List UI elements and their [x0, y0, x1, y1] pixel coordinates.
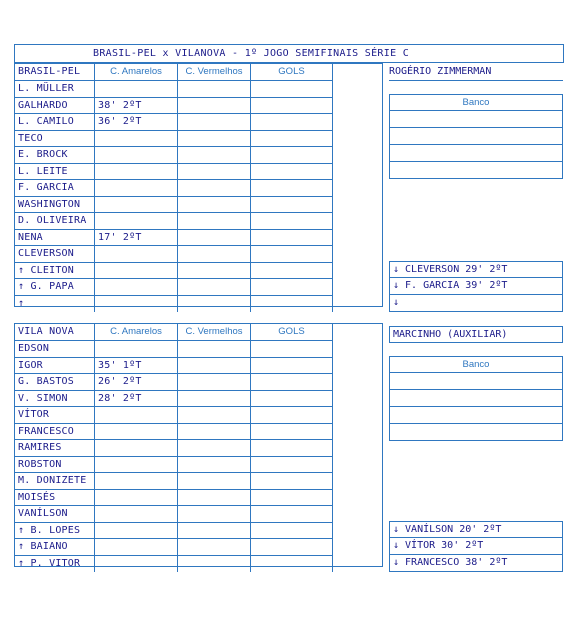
red-card-cell: [178, 279, 251, 296]
team1-coach: ROGÉRIO ZIMMERMAN: [389, 64, 563, 81]
yellow-card-cell: [95, 341, 178, 358]
yellow-card-cell: 28' 2ºT: [95, 391, 178, 408]
yellow-card-cell: [95, 523, 178, 540]
team1-table: [14, 63, 383, 307]
team1-substitution: ↓ F. GARCIA 39' 2ºT: [389, 278, 563, 295]
yellow-card-cell: [95, 213, 178, 230]
red-card-cell: [178, 457, 251, 474]
goals-cell: [251, 246, 333, 263]
goals-cell: [251, 197, 333, 214]
yellow-card-cell: [95, 197, 178, 214]
yellow-card-cell: [95, 457, 178, 474]
team1-bench-label: Banco: [389, 94, 563, 111]
player-name: RAMIRES: [15, 440, 95, 457]
player-name: VANÍLSON: [15, 506, 95, 523]
player-name: M. DONIZETE: [15, 473, 95, 490]
team1-bench-row: [389, 111, 563, 128]
team1-bench-row: [389, 128, 563, 145]
yellow-card-cell: 36' 2ºT: [95, 114, 178, 131]
goals-cell: [251, 164, 333, 181]
goals-cell: [251, 263, 333, 280]
team2-header-goals: GOLS: [251, 324, 333, 341]
yellow-card-cell: [95, 296, 178, 313]
goals-cell: [251, 358, 333, 375]
goals-cell: [251, 230, 333, 247]
red-card-cell: [178, 114, 251, 131]
red-card-cell: [178, 246, 251, 263]
red-card-cell: [178, 81, 251, 98]
red-card-cell: [178, 147, 251, 164]
red-card-cell: [178, 473, 251, 490]
red-card-cell: [178, 296, 251, 313]
goals-cell: [251, 279, 333, 296]
goals-cell: [251, 81, 333, 98]
yellow-card-cell: [95, 556, 178, 573]
player-name: NENA: [15, 230, 95, 247]
goals-cell: [251, 539, 333, 556]
team2-bench-row: [389, 407, 563, 424]
team1-substitution: ↓: [389, 295, 563, 312]
player-name: VÍTOR: [15, 407, 95, 424]
player-name: FRANCESCO: [15, 424, 95, 441]
yellow-card-cell: [95, 180, 178, 197]
team1-bench-row: [389, 162, 563, 179]
team2-bench-row: [389, 390, 563, 407]
red-card-cell: [178, 341, 251, 358]
red-card-cell: [178, 230, 251, 247]
player-name: ↑: [15, 296, 95, 313]
red-card-cell: [178, 180, 251, 197]
yellow-card-cell: [95, 263, 178, 280]
team1-header-yellow: C. Amarelos: [95, 64, 178, 81]
yellow-card-cell: [95, 147, 178, 164]
red-card-cell: [178, 131, 251, 148]
team2-table: [14, 323, 383, 567]
red-card-cell: [178, 197, 251, 214]
player-name: IGOR: [15, 358, 95, 375]
yellow-card-cell: [95, 490, 178, 507]
yellow-card-cell: [95, 131, 178, 148]
goals-cell: [251, 407, 333, 424]
player-name: GALHARDO: [15, 98, 95, 115]
yellow-card-cell: 17' 2ºT: [95, 230, 178, 247]
red-card-cell: [178, 506, 251, 523]
goals-cell: [251, 296, 333, 313]
player-name: E. BROCK: [15, 147, 95, 164]
player-name: ↑ BAIANO: [15, 539, 95, 556]
team2-bench-row: [389, 373, 563, 390]
team2-substitution: ↓ FRANCESCO 38' 2ºT: [389, 555, 563, 572]
yellow-card-cell: [95, 164, 178, 181]
yellow-card-cell: [95, 407, 178, 424]
red-card-cell: [178, 556, 251, 573]
goals-cell: [251, 391, 333, 408]
yellow-card-cell: [95, 246, 178, 263]
player-name: ↑ CLEITON: [15, 263, 95, 280]
team1-header-goals: GOLS: [251, 64, 333, 81]
yellow-card-cell: [95, 81, 178, 98]
yellow-card-cell: [95, 473, 178, 490]
yellow-card-cell: [95, 440, 178, 457]
red-card-cell: [178, 374, 251, 391]
team1-bench-row: [389, 145, 563, 162]
team2-substitution: ↓ VÍTOR 30' 2ºT: [389, 538, 563, 555]
goals-cell: [251, 424, 333, 441]
goals-cell: [251, 213, 333, 230]
player-name: D. OLIVEIRA: [15, 213, 95, 230]
team2-bench-row: [389, 424, 563, 441]
player-name: ROBSTON: [15, 457, 95, 474]
goals-cell: [251, 556, 333, 573]
yellow-card-cell: 26' 2ºT: [95, 374, 178, 391]
team1-header-team: BRASIL-PEL: [15, 64, 95, 81]
goals-cell: [251, 98, 333, 115]
team2-header-red: C. Vermelhos: [178, 324, 251, 341]
red-card-cell: [178, 424, 251, 441]
player-name: L. MÜLLER: [15, 81, 95, 98]
player-name: ↑ P. VITOR: [15, 556, 95, 573]
red-card-cell: [178, 164, 251, 181]
red-card-cell: [178, 490, 251, 507]
match-title: BRASIL-PEL x VILANOVA - 1º JOGO SEMIFINAIS SÉRIE C: [14, 44, 564, 63]
goals-cell: [251, 523, 333, 540]
goals-cell: [251, 147, 333, 164]
team1-header-red: C. Vermelhos: [178, 64, 251, 81]
player-name: TECO: [15, 131, 95, 148]
goals-cell: [251, 440, 333, 457]
red-card-cell: [178, 98, 251, 115]
player-name: CLEVERSON: [15, 246, 95, 263]
player-name: ↑ G. PAPA: [15, 279, 95, 296]
player-name: G. BASTOS: [15, 374, 95, 391]
team1-substitution: ↓ CLEVERSON 29' 2ºT: [389, 261, 563, 278]
team2-substitution: ↓ VANÍLSON 20' 2ºT: [389, 521, 563, 538]
goals-cell: [251, 490, 333, 507]
yellow-card-cell: [95, 424, 178, 441]
team2-bench-label: Banco: [389, 356, 563, 373]
yellow-card-cell: [95, 539, 178, 556]
red-card-cell: [178, 523, 251, 540]
red-card-cell: [178, 391, 251, 408]
team2-header-yellow: C. Amarelos: [95, 324, 178, 341]
goals-cell: [251, 180, 333, 197]
yellow-card-cell: 38' 2ºT: [95, 98, 178, 115]
red-card-cell: [178, 407, 251, 424]
player-name: L. CAMILO: [15, 114, 95, 131]
player-name: EDSON: [15, 341, 95, 358]
player-name: V. SIMON: [15, 391, 95, 408]
red-card-cell: [178, 358, 251, 375]
goals-cell: [251, 131, 333, 148]
red-card-cell: [178, 213, 251, 230]
red-card-cell: [178, 539, 251, 556]
team2-coach: MARCINHO (AUXILIAR): [389, 326, 563, 343]
goals-cell: [251, 374, 333, 391]
player-name: ↑ B. LOPES: [15, 523, 95, 540]
yellow-card-cell: [95, 279, 178, 296]
red-card-cell: [178, 263, 251, 280]
player-name: L. LEITE: [15, 164, 95, 181]
yellow-card-cell: 35' 1ºT: [95, 358, 178, 375]
goals-cell: [251, 506, 333, 523]
goals-cell: [251, 473, 333, 490]
goals-cell: [251, 457, 333, 474]
team2-header-team: VILA NOVA: [15, 324, 95, 341]
goals-cell: [251, 341, 333, 358]
player-name: WASHINGTON: [15, 197, 95, 214]
red-card-cell: [178, 440, 251, 457]
player-name: F. GARCIA: [15, 180, 95, 197]
player-name: MOISÉS: [15, 490, 95, 507]
goals-cell: [251, 114, 333, 131]
yellow-card-cell: [95, 506, 178, 523]
